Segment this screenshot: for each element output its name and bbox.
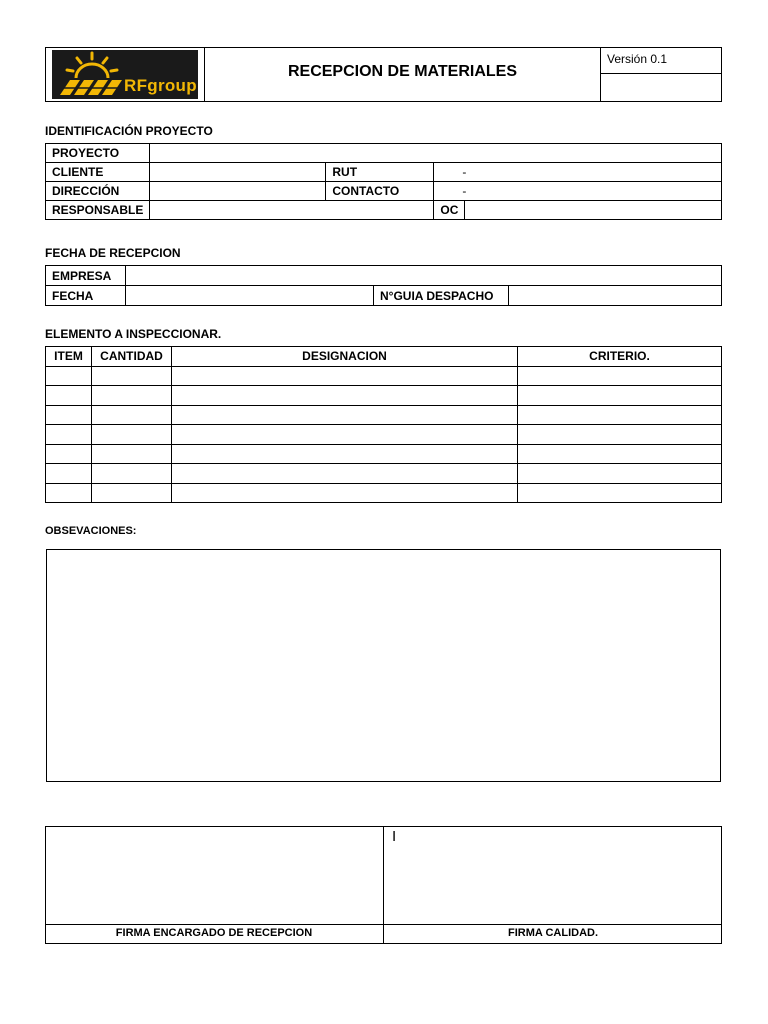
table-row bbox=[46, 405, 722, 425]
column-header-criterio: CRITERIO. bbox=[518, 347, 722, 367]
cantidad-cell[interactable] bbox=[92, 464, 172, 484]
table-row bbox=[46, 366, 722, 386]
cantidad-cell[interactable] bbox=[92, 483, 172, 503]
firma-calidad-label: FIRMA CALIDAD. bbox=[507, 927, 599, 939]
cantidad-cell[interactable] bbox=[92, 386, 172, 406]
contacto-field[interactable] bbox=[434, 182, 722, 201]
criterio-cell[interactable] bbox=[518, 483, 722, 503]
contacto-value: - bbox=[462, 184, 467, 198]
designacion-cell[interactable] bbox=[172, 405, 518, 425]
section-title-inspeccion: ELEMENTO A INSPECCIONAR. bbox=[45, 327, 222, 341]
inspeccion-table bbox=[45, 346, 722, 503]
firmas-horizontal-divider bbox=[45, 924, 722, 925]
cantidad-cell[interactable] bbox=[92, 444, 172, 464]
empresa-label: EMPRESA bbox=[46, 266, 126, 286]
column-header-cantidad: CANTIDAD bbox=[92, 347, 172, 367]
criterio-cell[interactable] bbox=[518, 386, 722, 406]
logo-text: RFgroup bbox=[124, 76, 197, 95]
table-row bbox=[46, 386, 722, 406]
cantidad-cell[interactable] bbox=[92, 425, 172, 445]
item-cell[interactable] bbox=[46, 366, 92, 386]
item-cell[interactable] bbox=[46, 444, 92, 464]
designacion-cell[interactable] bbox=[172, 464, 518, 484]
table-row bbox=[46, 483, 722, 503]
designacion-cell[interactable] bbox=[172, 366, 518, 386]
guia-despacho-label: N°GUIA DESPACHO bbox=[374, 286, 509, 306]
header-divider-right bbox=[600, 47, 601, 102]
rut-field[interactable] bbox=[434, 163, 722, 182]
oc-field[interactable] bbox=[465, 201, 722, 220]
contacto-label: CONTACTO bbox=[326, 182, 434, 201]
criterio-cell[interactable] bbox=[518, 464, 722, 484]
table-row bbox=[46, 444, 722, 464]
direccion-field[interactable] bbox=[150, 182, 326, 201]
responsable-field[interactable] bbox=[150, 201, 434, 220]
cantidad-cell[interactable] bbox=[92, 405, 172, 425]
section-title-recepcion: FECHA DE RECEPCION bbox=[45, 246, 181, 260]
designacion-cell[interactable] bbox=[172, 483, 518, 503]
cliente-field[interactable] bbox=[150, 163, 326, 182]
item-cell[interactable] bbox=[46, 425, 92, 445]
rut-label: RUT bbox=[326, 163, 434, 182]
identificacion-table bbox=[45, 143, 722, 220]
table-row bbox=[46, 464, 722, 484]
cantidad-cell[interactable] bbox=[92, 366, 172, 386]
criterio-cell[interactable] bbox=[518, 425, 722, 445]
column-header-designacion: DESIGNACION bbox=[172, 347, 518, 367]
table-row bbox=[46, 286, 722, 306]
firma-calidad-area[interactable] bbox=[384, 827, 721, 924]
fecha-field[interactable] bbox=[126, 286, 374, 306]
guia-despacho-field[interactable] bbox=[509, 286, 722, 306]
item-cell[interactable] bbox=[46, 405, 92, 425]
item-cell[interactable] bbox=[46, 464, 92, 484]
item-cell[interactable] bbox=[46, 386, 92, 406]
table-row bbox=[46, 182, 722, 201]
designacion-cell[interactable] bbox=[172, 386, 518, 406]
fecha-label: FECHA bbox=[46, 286, 126, 306]
table-row bbox=[46, 425, 722, 445]
item-cell[interactable] bbox=[46, 483, 92, 503]
table-row bbox=[46, 163, 722, 182]
table-row bbox=[46, 201, 722, 220]
designacion-cell[interactable] bbox=[172, 444, 518, 464]
proyecto-label: PROYECTO bbox=[46, 144, 150, 163]
criterio-cell[interactable] bbox=[518, 405, 722, 425]
designacion-cell[interactable] bbox=[172, 425, 518, 445]
version-divider bbox=[600, 73, 722, 74]
responsable-label: RESPONSABLE bbox=[46, 201, 150, 220]
direccion-label: DIRECCIÓN bbox=[46, 182, 150, 201]
page-title: RECEPCION DE MATERIALES bbox=[287, 63, 518, 80]
section-title-identificacion: IDENTIFICACIÓN PROYECTO bbox=[45, 124, 213, 138]
criterio-cell[interactable] bbox=[518, 366, 722, 386]
proyecto-field[interactable] bbox=[150, 144, 722, 163]
company-logo bbox=[52, 50, 198, 99]
observaciones-box[interactable] bbox=[46, 549, 721, 782]
table-row bbox=[46, 144, 722, 163]
section-title-observaciones: OBSEVACIONES: bbox=[45, 525, 137, 537]
version-label: Versión 0.1 bbox=[607, 52, 668, 66]
empresa-field[interactable] bbox=[126, 266, 722, 286]
column-header-item: ITEM bbox=[46, 347, 92, 367]
rut-value: - bbox=[462, 165, 467, 179]
table-row bbox=[46, 266, 722, 286]
criterio-cell[interactable] bbox=[518, 444, 722, 464]
recepcion-table bbox=[45, 265, 722, 306]
table-header-row bbox=[46, 347, 722, 367]
oc-label: OC bbox=[434, 201, 465, 220]
text-cursor-mark: I bbox=[392, 828, 397, 845]
firma-recepcion-area[interactable] bbox=[46, 827, 383, 924]
firma-recepcion-label: FIRMA ENCARGADO DE RECEPCION bbox=[115, 927, 313, 939]
cliente-label: CLIENTE bbox=[46, 163, 150, 182]
